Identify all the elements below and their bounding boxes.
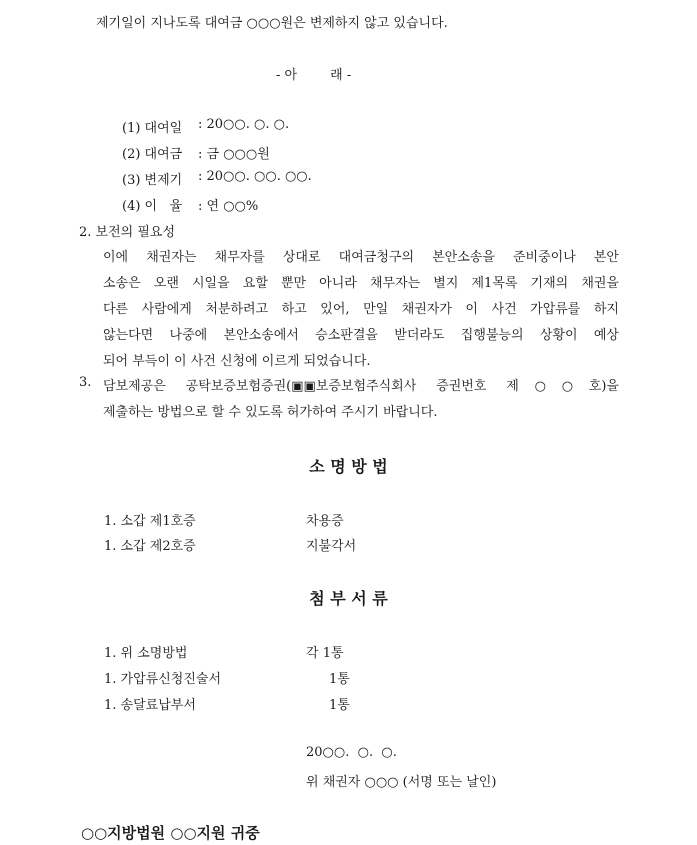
loan-detail-label: (3) 변제기 bbox=[122, 173, 183, 188]
below-heading: - 아 래 - bbox=[276, 68, 352, 83]
evidence-item-value: 지불각서 bbox=[306, 539, 357, 554]
evidence-item-value: 차용증 bbox=[306, 514, 344, 529]
loan-detail-value: : 연 ○○% bbox=[198, 199, 259, 214]
section2-line: 다른 사람에게 처분하려고 하고 있어, 만일 채권자가 이 사건 가압류를 하지 bbox=[103, 302, 619, 317]
attachment-item-label: 1. 가압류신청진술서 bbox=[104, 672, 221, 687]
section2-line: 않는다면 나중에 본안소송에서 승소판결을 받더라도 집행불능의 상황이 예상 bbox=[103, 328, 619, 343]
loan-detail-value: : 20○○. ○○. ○○. bbox=[198, 169, 312, 184]
attachments-title: 첨 부 서 류 bbox=[309, 589, 388, 608]
loan-detail-label: (1) 대여일 bbox=[122, 121, 183, 136]
signature-date: 20○○. ○. ○. bbox=[306, 745, 397, 760]
attachment-item-value: 각 1통 bbox=[306, 646, 344, 661]
loan-detail-value: : 20○○. ○. ○. bbox=[198, 117, 290, 132]
section2-last-line: 되어 부득이 이 사건 신청에 이르게 되었습니다. bbox=[103, 354, 371, 369]
evidence-title: 소 명 방 법 bbox=[309, 457, 388, 476]
evidence-item-label: 1. 소갑 제2호증 bbox=[104, 539, 196, 554]
loan-detail-label: (2) 대여금 bbox=[122, 147, 183, 162]
signature-creditor: 위 채권자 ○○○ (서명 또는 날인) bbox=[306, 775, 497, 790]
court-addressee: ○○지방법원 ○○지원 귀중 bbox=[81, 824, 260, 842]
section3-number: 3. bbox=[79, 375, 92, 390]
section3-line: 제출하는 방법으로 할 수 있도록 허가하여 주시기 바랍니다. bbox=[103, 405, 438, 420]
section2-line: 소송은 오랜 시일을 요할 뿐만 아니라 채무자는 별지 제1목록 기재의 채권을 bbox=[103, 276, 619, 291]
section3-line: 담보제공은 공탁보증보험증권(▣▣보증보험주식회사 증권번호 제○○호)을 bbox=[103, 379, 619, 394]
loan-detail-label: (4) 이 율 bbox=[122, 199, 183, 214]
evidence-item-label: 1. 소갑 제1호증 bbox=[104, 514, 196, 529]
section2-line: 이에 채권자는 채무자를 상대로 대여금청구의 본안소송을 준비중이나 본안 bbox=[103, 250, 619, 265]
attachment-item-value: 1통 bbox=[329, 698, 350, 713]
loan-detail-value: : 금 ○○○원 bbox=[198, 147, 270, 162]
attachment-item-value: 1통 bbox=[329, 672, 350, 687]
attachment-item-label: 1. 위 소명방법 bbox=[104, 646, 188, 661]
section2-title: 2. 보전의 필요성 bbox=[79, 225, 176, 240]
intro-line: 제기일이 지나도록 대여금 ○○○원은 변제하지 않고 있습니다. bbox=[96, 16, 448, 31]
attachment-item-label: 1. 송달료납부서 bbox=[104, 698, 196, 713]
